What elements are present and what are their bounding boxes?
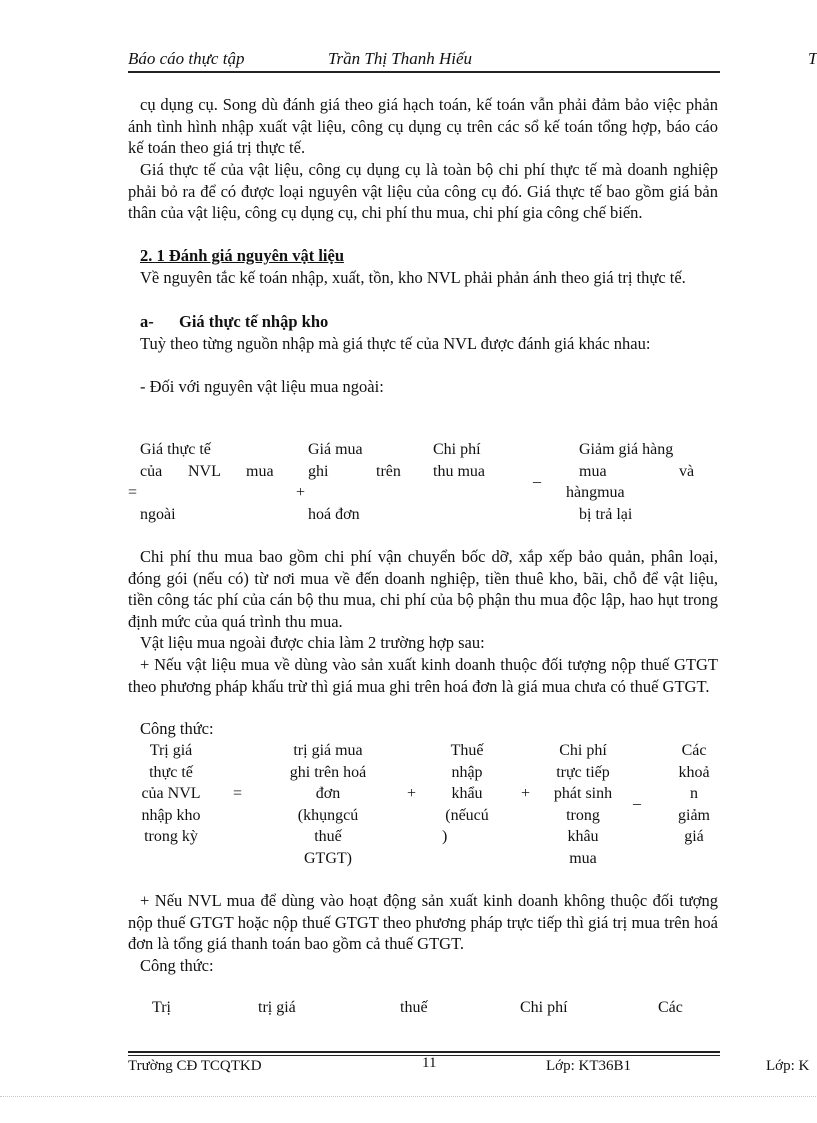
f2-col2-line: đơn bbox=[315, 785, 341, 802]
f1-col1-line3: ngoài bbox=[140, 506, 176, 523]
f1-col1-line1: Giá thực tế bbox=[140, 441, 211, 458]
page-bottom-divider bbox=[0, 1096, 816, 1097]
f2-col4-line: phát sinh bbox=[553, 785, 613, 802]
f1-col1-line2a: của bbox=[140, 463, 163, 480]
f2-col1-line: trong kỳ bbox=[144, 828, 198, 845]
paragraph-8: + Nếu vật liệu mua về dùng vào sản xuất kinh doanh thuộc đối tượng nộp thuế GTGT theo phương pháp khấu trừ thì giá mua ghi trên hoá đơn là giá mua chưa có thuế GTGT. bbox=[128, 655, 718, 696]
f1-minus: _ bbox=[533, 468, 541, 485]
footer-rule-top bbox=[128, 1051, 720, 1053]
footer-edge-text: Lớp: K bbox=[766, 1058, 810, 1074]
f1-col2-line1: Giá mua bbox=[308, 441, 363, 458]
f2-col2 bbox=[268, 740, 388, 869]
paragraph-3: Về nguyên tắc kế toán nhập, xuất, tồn, kho NVL phải phản ánh theo giá trị thực tế. bbox=[140, 268, 686, 287]
f1-col1-line2b: NVL bbox=[188, 463, 221, 480]
f1-col2-line3: hoá đơn bbox=[308, 506, 360, 523]
header-report-title: Báo cáo thực tập bbox=[128, 49, 245, 68]
f1-col4-line2b: và bbox=[679, 463, 695, 480]
f2-plus-1: + bbox=[407, 785, 417, 802]
f2-minus: _ bbox=[633, 790, 641, 807]
f3-term-c: thuế bbox=[400, 999, 428, 1016]
f1-col2-line2b: trên bbox=[376, 463, 401, 480]
f2-col3-line: ) bbox=[442, 828, 448, 845]
f2-col5 bbox=[664, 740, 724, 848]
footer-class: Lớp: KT36B1 bbox=[546, 1058, 632, 1074]
f2-col4-line: mua bbox=[569, 849, 597, 867]
f2-col4-line: trong bbox=[566, 806, 600, 824]
f2-col5-line: giá bbox=[684, 828, 704, 845]
f2-col4-line: trực tiếp bbox=[556, 763, 610, 781]
f2-col2-line: GTGT) bbox=[304, 849, 352, 867]
f1-col4-line2a: mua bbox=[579, 463, 607, 480]
paragraph-11: Công thức: bbox=[140, 956, 214, 975]
f2-plus-2: + bbox=[521, 785, 531, 802]
f2-col5-line: khoả bbox=[678, 763, 710, 781]
f1-equals: = bbox=[128, 484, 138, 501]
f2-col4 bbox=[540, 740, 626, 869]
f1-plus: + bbox=[296, 484, 306, 501]
f1-col4-line3: hàngmua bbox=[566, 484, 625, 501]
f1-col4-line4: bị trả lại bbox=[579, 506, 633, 523]
f1-col3-line1: Chi phí bbox=[433, 441, 481, 458]
f2-col1-line: Trị giá bbox=[149, 742, 193, 759]
paragraph-5: - Đối với nguyên vật liệu mua ngoài: bbox=[140, 377, 384, 396]
f1-col2-line2a: ghi bbox=[308, 463, 329, 480]
header-rule bbox=[128, 71, 720, 73]
paragraph-2: Giá thực tế của vật liệu, công cụ dụng cụ là toàn bộ chi phí thực tế mà doanh nghiệp phải bỏ ra để có được loại nguyên vật liệu của công cụ đó. Giá thực tế bao gồm giá bản thân của vật liệu, công cụ dụng cụ, chi phí thu mua, chi phí gia công chế biến. bbox=[128, 160, 718, 222]
f1-col1-line2c: mua bbox=[246, 463, 274, 480]
header-edge-text: T bbox=[808, 49, 817, 68]
paragraph-7: Vật liệu mua ngoài được chia làm 2 trường hợp sau: bbox=[140, 633, 485, 652]
subsection-title: Giá thực tế nhập kho bbox=[179, 312, 329, 331]
f2-col4-line: Chi phí bbox=[559, 742, 607, 759]
f2-col5-line: Các bbox=[681, 742, 707, 759]
footer-page-number: 11 bbox=[422, 1055, 437, 1071]
f3-term-b: trị giá bbox=[258, 999, 296, 1016]
f1-col4-line1: Giảm giá hàng bbox=[579, 441, 674, 458]
f2-col1-line: nhập kho bbox=[141, 806, 201, 824]
f2-col5-line: giảm bbox=[678, 806, 710, 824]
f3-term-d: Chi phí bbox=[520, 999, 568, 1016]
f2-col1 bbox=[126, 740, 216, 848]
f2-col4-line: khâu bbox=[567, 828, 599, 845]
f2-col2-line: trị giá mua bbox=[293, 742, 363, 759]
paragraph-6: Chi phí thu mua bao gồm chi phí vận chuyển bốc dỡ, xắp xếp bảo quản, phân loại, đóng gói (nếu có) từ nơi mua về đến doanh nghiệp, tiền thuê kho, bãi, chỗ để vật liệu, tiền công tác phí của cán bộ thu mua, chi phí của bộ phận thu mua độc lập, hao hụt trong định mức của quá trình thu mua. bbox=[128, 547, 718, 631]
paragraph-4: Tuỳ theo từng nguồn nhập mà giá thực tế của NVL được đánh giá khác nhau: bbox=[140, 334, 651, 353]
f2-col3-line: nhập bbox=[451, 763, 483, 781]
f3-term-a: Trị bbox=[152, 999, 171, 1016]
f2-col1-line: của NVL bbox=[141, 785, 201, 802]
f2-col2-line: ghi trên hoá bbox=[289, 763, 367, 781]
paragraph-1: cụ dụng cụ. Song dù đánh giá theo giá hạch toán, kế toán vẫn phải đảm bảo việc phản ánh tình hình nhập xuất vật liệu, công cụ dụng cụ trên các sổ kế toán tổng hợp, báo cáo kế toán theo giá trị thực tế. bbox=[128, 95, 718, 157]
f2-equals: = bbox=[233, 785, 243, 802]
f2-col3-line: khẩu bbox=[451, 785, 483, 802]
paragraph-9: Công thức: bbox=[140, 719, 214, 738]
section-heading: 2. 1 Đánh giá nguyên vật liệu bbox=[140, 246, 344, 265]
f2-col3 bbox=[432, 740, 502, 848]
f1-col3-line2: thu mua bbox=[433, 463, 485, 480]
subsection-marker: a- bbox=[140, 312, 154, 331]
f2-col3-line: (nếucú bbox=[445, 806, 489, 824]
f3-term-e: Các bbox=[658, 999, 683, 1016]
f2-col5-line: n bbox=[690, 785, 698, 802]
f2-col2-line: thuế bbox=[314, 828, 342, 845]
f2-col2-line: (khụngcú bbox=[297, 806, 359, 824]
f2-col1-line: thực tế bbox=[149, 763, 193, 781]
header-author: Trần Thị Thanh Hiếu bbox=[328, 49, 473, 68]
footer-school: Trường CĐ TCQTKD bbox=[128, 1058, 262, 1074]
paragraph-10: + Nếu NVL mua để dùng vào hoạt động sản xuất kinh doanh không thuộc đối tượng nộp thuế GTGT hoặc nộp thuế GTGT theo phương pháp trực tiếp thì giá trị mua trên hoá đơn là tổng giá thanh toán bao gồm cả thuế GTGT. bbox=[128, 891, 718, 953]
f2-col3-line: Thuế bbox=[450, 742, 484, 759]
